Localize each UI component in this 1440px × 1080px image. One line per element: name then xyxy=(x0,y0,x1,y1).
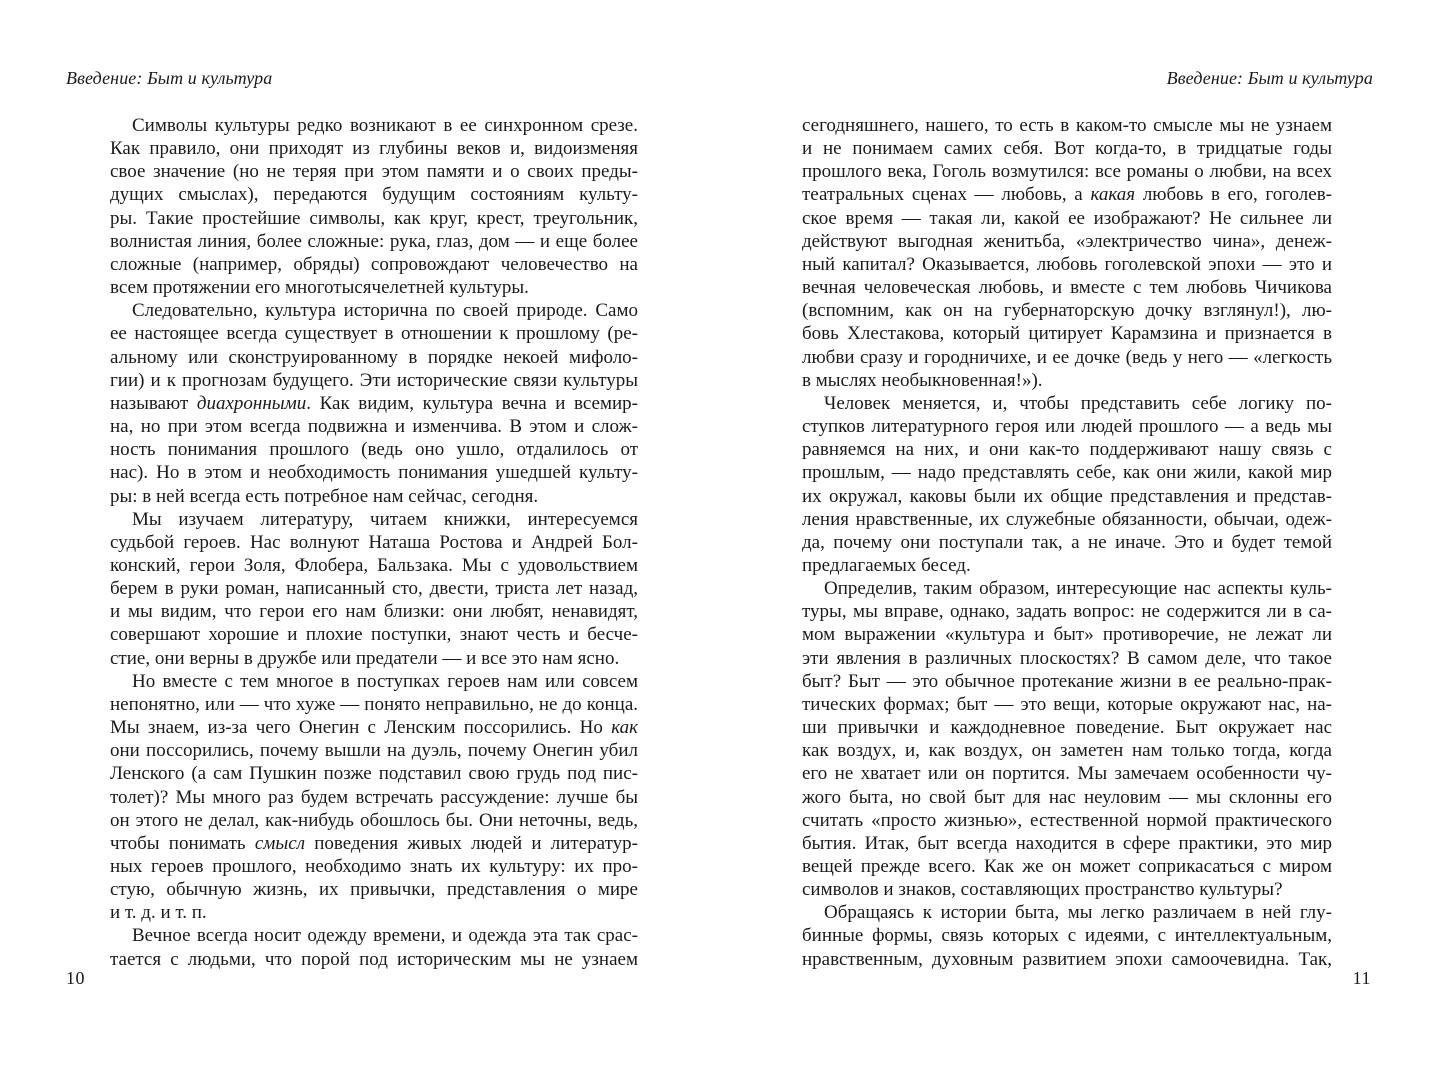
text-run: ши привычки и каждодневное поведение. Быт окружает нас xyxy=(802,717,1332,739)
text-run: ское время — такая ли, какой ее изображают? Не сильнее ли xyxy=(802,207,1332,229)
text-run: ность понимания прошлого (ведь оно ушло, отдалилось от xyxy=(110,439,638,461)
text-run: Определив, таким образом, интересующие нас аспекты куль- xyxy=(824,578,1332,600)
text-line xyxy=(802,762,1332,785)
text-line xyxy=(110,554,638,577)
text-line xyxy=(110,901,638,924)
text-run: (вспомним, как он на губернаторскую дочку взглянул!), лю- xyxy=(802,300,1332,322)
text-run: да, почему они поступали так, а не иначе. Это и будет темой xyxy=(802,531,1332,553)
text-line xyxy=(802,253,1332,276)
text-run: бытия. Итак, быт всегда находится в сфере практики, это мир xyxy=(802,832,1332,854)
text-run: толет)? Мы много раз будем встречать рассуждение: лучше бы xyxy=(110,786,638,808)
text-run: любви сразу и городничихе, и ее дочке (ведь у него — «легкость xyxy=(802,346,1332,368)
italic-term: какая xyxy=(1090,184,1136,206)
text-run: стие, они верны в дружбе или предатели — и все это нам ясно. xyxy=(110,647,620,669)
text-line xyxy=(802,600,1332,623)
text-line xyxy=(802,160,1332,183)
text-run: альному или сконструированному в порядке некоей мифоло- xyxy=(110,346,638,368)
text-run: судьбой героев. Нас волнуют Наташа Ростова и Андрей Бол- xyxy=(110,531,638,553)
text-line xyxy=(802,670,1332,693)
text-run: сегодняшнего, нашего, то есть в каком-то смысле мы не узнаем xyxy=(802,115,1332,136)
text-run: прошлого века, Гоголь возмутился: все романы о любви, на всех xyxy=(802,161,1332,183)
text-run: как воздух, и, как воздух, он заметен нам только тогда, когда xyxy=(802,740,1332,762)
text-line xyxy=(802,415,1332,438)
text-run: чтобы понимать xyxy=(110,832,255,854)
text-run: сложные (например, обряды) сопровождают человечество на xyxy=(110,253,638,275)
text-line xyxy=(802,392,1332,415)
left-page-number: 10 xyxy=(66,968,85,988)
text-run: ный капитал? Оказывается, любовь гоголевской эпохи — это и xyxy=(802,253,1332,275)
text-run: Символы культуры редко возникают в ее синхронном срезе. xyxy=(132,115,638,136)
text-line xyxy=(802,137,1332,160)
text-line xyxy=(110,693,638,716)
text-line xyxy=(110,948,638,971)
text-run: ления нравственные, их служебные обязанности, обычаи, одеж- xyxy=(802,508,1332,530)
text-run: волнистая линия, более сложные: рука, глаз, дом — и еще более xyxy=(110,230,638,252)
text-line xyxy=(802,322,1332,345)
text-line xyxy=(110,253,638,276)
text-run: . Как видим, культура вечна и всемир- xyxy=(306,392,638,414)
text-line xyxy=(802,809,1332,832)
text-run: его не хватает или он портится. Мы замечаем особенности чу- xyxy=(802,763,1332,785)
text-line xyxy=(110,346,638,369)
text-run: берем в руки роман, написанный сто, двести, триста лет назад, xyxy=(110,578,638,600)
right-page xyxy=(720,0,1440,1080)
text-line xyxy=(110,137,638,160)
text-run: и т. д. и т. п. xyxy=(110,902,207,924)
text-line xyxy=(110,461,638,484)
text-run: тается с людьми, что порой под историческим мы не узнаем xyxy=(110,948,638,970)
text-run: Ленского (а сам Пушкин позже подставил свою грудь под пис- xyxy=(110,763,638,785)
text-line xyxy=(110,299,638,322)
text-run: любовь в его, гоголев- xyxy=(1135,184,1332,206)
text-run: ее настоящее всегда существует в отношении к прошлому (ре- xyxy=(110,323,638,345)
text-run: символов и знаков, составляющих пространство культуры? xyxy=(802,879,1283,901)
text-run: считать «просто жизнью», естественной нормой практического xyxy=(802,809,1332,831)
text-run: быт? Быт — это обычное протекание жизни в ее реально-прак- xyxy=(802,670,1332,692)
text-line xyxy=(110,531,638,554)
text-line xyxy=(110,623,638,646)
text-run: вещей прежде всего. Как же он может соприкасаться с миром xyxy=(802,856,1332,877)
text-run: ступков литературного героя или людей прошлого — а ведь мы xyxy=(802,416,1332,438)
text-line xyxy=(110,809,638,832)
text-run: эти явления в различных плоскостях? В самом деле, что такое xyxy=(802,647,1332,669)
text-run: конский, герои Золя, Флобера, Бальзака. Мы с удовольствием xyxy=(110,554,638,576)
text-run: он этого не делал, как-нибудь обошлось бы. Они неточны, ведь, xyxy=(110,809,638,831)
text-line xyxy=(110,276,638,299)
text-line xyxy=(110,508,638,531)
text-run: дущих смыслах), передаются будущим состояниям культу- xyxy=(110,184,638,206)
text-line xyxy=(802,461,1332,484)
text-line xyxy=(802,369,1332,392)
text-line xyxy=(110,600,638,623)
text-line xyxy=(110,183,638,206)
text-line xyxy=(110,670,638,693)
italic-term: как xyxy=(611,717,638,739)
text-line xyxy=(802,299,1332,322)
text-line xyxy=(802,855,1332,878)
text-line xyxy=(802,485,1332,508)
text-line xyxy=(110,878,638,901)
text-run: стую, обычную жизнь, их привычки, представления о мире xyxy=(110,879,638,901)
text-run: на, но при этом всегда подвижна и изменчива. В этом и слож- xyxy=(110,416,638,438)
text-run: вечная человеческая любовь, и вместе с тем любовь Чичикова xyxy=(802,277,1332,299)
text-run: называют xyxy=(110,392,197,414)
text-run: равняемся на них, и они как-то поддерживают нашу связь с xyxy=(802,439,1332,461)
text-line xyxy=(110,415,638,438)
text-line xyxy=(802,577,1332,600)
italic-term: смысл xyxy=(254,832,305,854)
right-page-number: 11 xyxy=(1352,968,1371,988)
text-line xyxy=(802,207,1332,230)
text-line xyxy=(110,855,638,878)
text-line xyxy=(802,508,1332,531)
text-line xyxy=(802,948,1332,971)
text-line xyxy=(802,693,1332,716)
left-running-head: Введение: Быт и культура xyxy=(66,68,273,88)
text-run: и не понимаем самих себя. Вот когда-то, в тридцатые годы xyxy=(802,138,1332,160)
text-run: действуют выгодная женитьба, «электричество чина», денеж- xyxy=(802,230,1332,252)
text-line xyxy=(110,739,638,762)
text-run: всем протяжении его многотысячелетней культуры. xyxy=(110,277,529,299)
text-run: свое значение (но не теряя при этом памяти и о своих преды- xyxy=(110,161,638,183)
text-run: совершают хорошие и плохие поступки, знают честь и бесче- xyxy=(110,624,638,646)
text-line xyxy=(802,230,1332,253)
text-line xyxy=(110,786,638,809)
text-line xyxy=(802,114,1332,137)
text-run: тических формах; быт — это вещи, которые окружают нас, на- xyxy=(802,693,1332,715)
text-run: ры: в ней всегда есть потребное нам сейчас, сегодня. xyxy=(110,485,539,507)
text-run: ных героев прошлого, необходимо знать их культуру: их про- xyxy=(110,856,638,877)
right-running-head: Введение: Быт и культура xyxy=(1166,68,1373,88)
text-line xyxy=(802,554,1332,577)
text-line xyxy=(110,207,638,230)
text-run: Но вместе с тем многое в поступках героев нам или совсем xyxy=(132,670,638,692)
text-line xyxy=(110,322,638,345)
text-run: Мы знаем, из-за чего Онегин с Ленским поссорились. Но xyxy=(110,717,612,739)
text-line xyxy=(802,924,1332,947)
text-run: поведения живых людей и литератур- xyxy=(305,832,638,854)
text-line xyxy=(802,183,1332,206)
text-run: жого быта, но свой быт для нас неуловим — мы склонны его xyxy=(802,786,1332,808)
text-line xyxy=(802,786,1332,809)
text-run: ры. Такие простейшие символы, как круг, крест, треугольник, xyxy=(110,207,638,229)
text-line xyxy=(110,114,638,137)
text-line xyxy=(110,160,638,183)
text-line xyxy=(110,230,638,253)
text-line xyxy=(802,901,1332,924)
text-line xyxy=(110,716,638,739)
text-run: Человек меняется, и, чтобы представить себе логику по- xyxy=(824,392,1332,414)
text-run: Мы изучаем литературу, читаем книжки, интересуемся xyxy=(132,508,638,530)
text-run: мом выражении «культура и быт» противоречие, не лежат ли xyxy=(802,624,1332,646)
text-line xyxy=(802,716,1332,739)
text-run: в мыслях необыкновенная!»). xyxy=(802,369,1043,391)
text-run: бинные формы, связь которых с идеями, с интеллектуальным, xyxy=(802,925,1332,947)
text-run: бовь Хлестакова, который цитирует Карамзина и признается в xyxy=(802,323,1332,345)
text-run: туры, мы вправе, однако, задать вопрос: не содержится ли в са- xyxy=(802,601,1332,623)
text-run: Вечное всегда носит одежду времени, и одежда эта так срас- xyxy=(132,925,638,947)
text-line xyxy=(110,392,638,415)
text-run: они поссорились, почему вышли на дуэль, почему Онегин убил xyxy=(110,740,638,762)
text-run: непонятно, или — что хуже — понято неправильно, не до конца. xyxy=(110,693,638,715)
left-body-text xyxy=(110,114,638,971)
text-run: Обращаясь к истории быта, мы легко различаем в ней глу- xyxy=(824,902,1332,924)
text-run: нас). Но в этом и необходимость понимания ушедшей культу- xyxy=(110,462,638,484)
text-line xyxy=(110,924,638,947)
text-line xyxy=(802,832,1332,855)
text-run: предлагаемых бесед. xyxy=(802,554,971,576)
text-run: прошлым, — надо представлять себе, как они жили, какой мир xyxy=(802,462,1332,484)
text-run: нравственным, духовным развитием эпохи самоочевидна. Так, xyxy=(802,948,1332,970)
text-line xyxy=(110,438,638,461)
text-line xyxy=(110,577,638,600)
text-line xyxy=(110,832,638,855)
text-line xyxy=(802,647,1332,670)
italic-term: диахронными xyxy=(196,392,307,414)
text-line xyxy=(802,739,1332,762)
text-run: их окружал, каковы были их общие представления и представ- xyxy=(802,485,1332,507)
text-run: театральных сценах — любовь, а xyxy=(802,184,1091,206)
text-line xyxy=(802,346,1332,369)
text-line xyxy=(110,647,638,670)
text-line xyxy=(802,623,1332,646)
text-run: и мы видим, что герои его нам близки: они любят, ненавидят, xyxy=(110,601,638,623)
text-line xyxy=(110,369,638,392)
right-body-text xyxy=(802,114,1332,971)
text-line xyxy=(802,878,1332,901)
text-line xyxy=(110,485,638,508)
text-line xyxy=(802,438,1332,461)
text-line xyxy=(802,276,1332,299)
text-line xyxy=(110,762,638,785)
text-run: Как правило, они приходят из глубины веков и, видоизменяя xyxy=(110,138,638,160)
text-run: гии) и к прогнозам будущего. Эти исторические связи культуры xyxy=(110,369,638,391)
text-line xyxy=(802,531,1332,554)
text-run: Следовательно, культура исторична по своей природе. Само xyxy=(132,300,638,322)
